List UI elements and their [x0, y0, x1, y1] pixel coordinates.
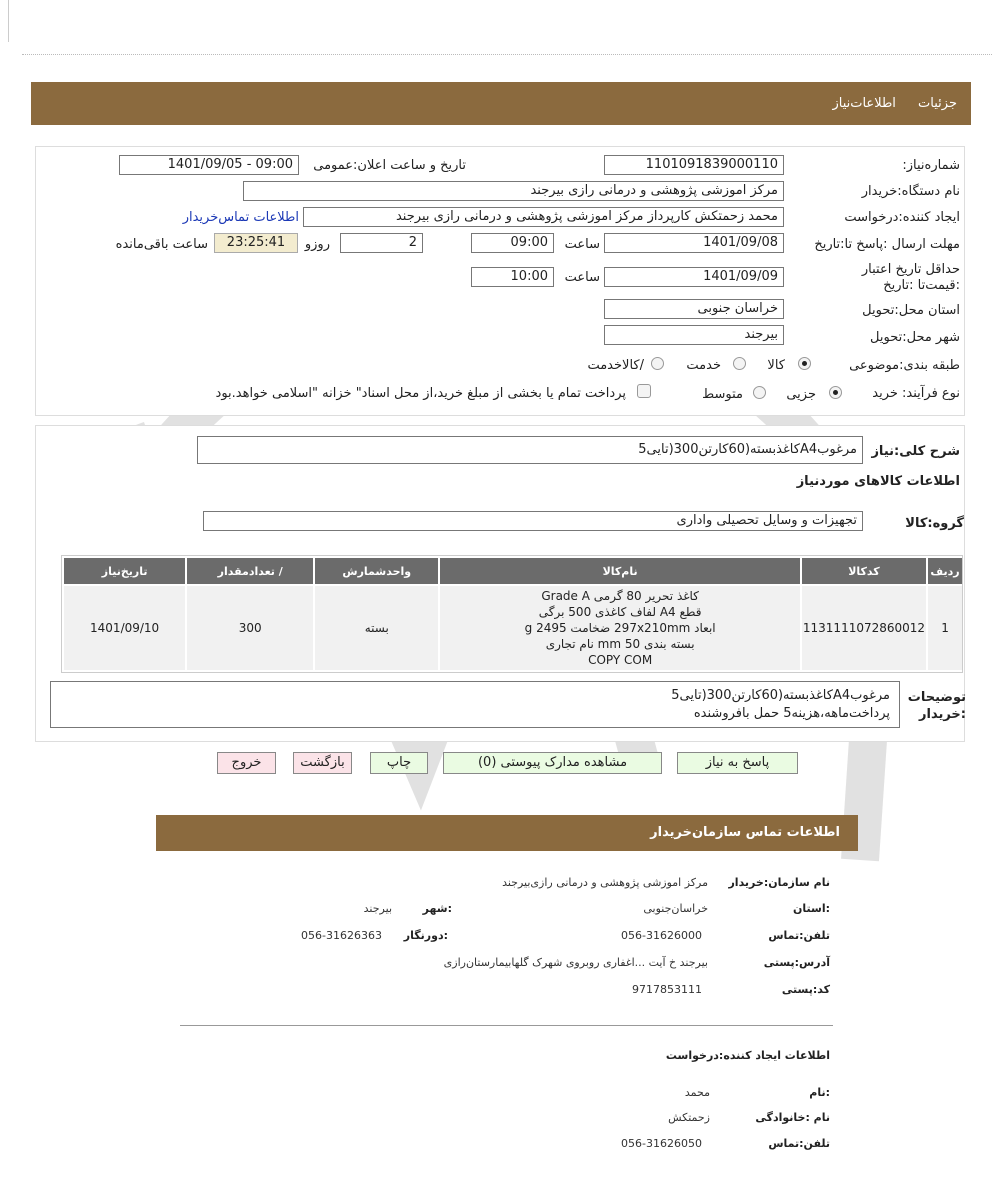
phone-label: تلفن:تماس	[768, 929, 830, 942]
address-value: بیرجند خ آیت ...اغفاری روبروی شهرک گلهابیمارستان‌رازی	[443, 956, 708, 969]
org-label: نام سازمان:خریدار	[728, 876, 830, 889]
col-need-date: تاریخ‌نیاز	[64, 558, 185, 584]
buyer-contact-link[interactable]: اطلاعات تماس‌خریدار	[182, 210, 299, 225]
name-value: محمد	[684, 1086, 710, 1099]
contact-title-bar	[156, 815, 858, 851]
cell-name	[440, 586, 800, 670]
deadline-hour-label: ساعت	[564, 237, 600, 252]
desc-field: مرغوبA4کاغذبسته(60کارتن300(تایی5	[197, 436, 863, 464]
cell-unit: بسته	[315, 586, 438, 670]
category-label: طبقه بندی:موضوعی	[849, 358, 960, 373]
cell-index: 1	[928, 586, 962, 670]
creator-label: ایجاد کننده:درخواست	[844, 210, 960, 225]
cell-qty: 300	[187, 586, 313, 670]
province-contact-label: :استان	[793, 902, 830, 915]
group-label: گروه:کالا	[905, 516, 964, 531]
announce-field: 1401/09/05 - 09:00	[119, 155, 299, 175]
validity-time-field: 10:00	[471, 267, 554, 287]
tab-details[interactable]: جزئیات	[918, 96, 957, 111]
table-row	[64, 586, 962, 670]
days-field: 2	[340, 233, 423, 253]
contact-title: اطلاعات تماس سازمان‌خریدار	[650, 825, 840, 840]
radio-goods[interactable]	[798, 357, 811, 370]
tab-need-info[interactable]: اطلاعات‌نیاز	[832, 96, 896, 111]
province-label: استان محل:تحویل	[862, 303, 960, 318]
validity-label: حداقل تاریخ اعتبار :قیمت‌تا :تاریخ	[861, 262, 960, 293]
col-row-index: ردیف	[928, 558, 962, 584]
remaining-timer: 23:25:41	[214, 233, 298, 253]
group-field: تجهیزات و وسایل تحصیلی واداری	[203, 511, 863, 531]
contact-divider	[180, 1025, 833, 1026]
family-label: نام :خانوادگی	[755, 1111, 830, 1124]
cell-name-line-2: قطع A4 لفاف کاغذی 500 برگی	[538, 605, 702, 619]
deadline-date-field: 1401/09/08	[604, 233, 784, 253]
phone-value: 056-31626000	[621, 929, 702, 942]
col-quantity: / تعدادمقدار	[187, 558, 313, 584]
req-phone-value: 056-31626050	[621, 1137, 702, 1150]
buyer-desc-label-1: توضیحات	[907, 690, 966, 705]
city-label: شهر محل:تحویل	[870, 330, 960, 345]
family-value: زحمتکش	[668, 1111, 710, 1124]
treasury-checkbox[interactable]	[637, 384, 651, 398]
details-tab-bar	[31, 82, 971, 125]
org-value: مرکز اموزشی پژوهشی و درمانی رازی‌بیرجند	[502, 876, 708, 889]
payment-note: پرداخت تمام یا بخشی از مبلغ خرید،از محل اسناد" خزانه "اسلامی خواهد.بود	[215, 386, 626, 401]
need-number-field: 1101091839000110	[604, 155, 784, 175]
col-item-name: نام‌کالا	[440, 558, 800, 584]
radio-minor[interactable]	[829, 386, 842, 399]
desc-label: شرح کلی:نیاز	[871, 444, 960, 459]
validity-hour-label: ساعت	[564, 270, 600, 285]
req-phone-label: تلفن:تماس	[768, 1137, 830, 1150]
print-button[interactable]: چاپ	[370, 752, 428, 774]
col-unit: واحدشمارش	[315, 558, 438, 584]
fax-value: 056-31626363	[301, 929, 382, 942]
days-label: روزو	[304, 237, 330, 252]
buyer-desc-label-2: :خریدار	[919, 707, 966, 722]
items-table-header	[64, 558, 962, 584]
requester-title: اطلاعات ایجاد کننده:درخواست	[665, 1049, 830, 1062]
validity-date-field: 1401/09/09	[604, 267, 784, 287]
reply-button[interactable]: پاسخ به نیاز	[677, 752, 798, 774]
name-label: :نام	[809, 1086, 830, 1099]
radio-goods-service-label: /کالاخدمت	[587, 358, 644, 373]
back-button[interactable]: بازگشت	[293, 752, 352, 774]
buyer-org-label: نام دستگاه:خریدار	[861, 184, 960, 199]
deadline-label: مهلت ارسال :پاسخ تا:تاریخ	[814, 237, 960, 252]
col-item-code: کدکالا	[802, 558, 926, 584]
radio-medium-label: متوسط	[702, 387, 743, 402]
items-table	[62, 556, 964, 672]
attachments-button[interactable]: مشاهده مدارک پیوستی (0)	[443, 752, 662, 774]
radio-goods-label: کالا	[767, 358, 785, 373]
radio-medium[interactable]	[753, 386, 766, 399]
left-edge-line	[8, 0, 9, 42]
remaining-label: ساعت باقی‌مانده	[115, 237, 208, 252]
radio-service-label: خدمت	[686, 358, 721, 373]
announce-label: تاریخ و ساعت اعلان:عمومی	[313, 158, 466, 173]
city-contact-label: :شهر	[422, 902, 452, 915]
postal-label: کد:پستی	[781, 983, 830, 996]
goods-info-title: اطلاعات کالاهای موردنیاز	[796, 474, 960, 489]
radio-minor-label: جزیی	[786, 387, 816, 402]
postal-value: 9717853111	[632, 983, 702, 996]
creator-field: محمد زحمتکش کارپرداز مرکز اموزشی پژوهشی و درمانی رازی بیرجند	[303, 207, 784, 227]
need-number-label: شماره‌نیاز:	[902, 158, 960, 173]
city-field: بیرجند	[604, 325, 784, 345]
deadline-time-field: 09:00	[471, 233, 554, 253]
radio-goods-service[interactable]	[651, 357, 664, 370]
cell-name-line-1: کاغذ تحریر 80 گرمی Grade A	[541, 589, 699, 603]
process-label: نوع فرآیند: خرید	[872, 386, 960, 401]
radio-service[interactable]	[733, 357, 746, 370]
province-contact-value: خراسان‌جنوبی	[643, 902, 708, 915]
cell-name-line-5: COPY COM	[588, 653, 653, 667]
cell-code: 1131111072860012	[802, 586, 926, 670]
cell-name-line-3: ابعاد 297x210mm ضخامت 2495 g	[524, 621, 716, 635]
top-dotted-divider	[22, 54, 992, 55]
buyer-desc-line-2: پرداخت‌ماهه،هزینه5 حمل بافروشنده	[693, 706, 890, 721]
province-field: خراسان جنوبی	[604, 299, 784, 319]
buyer-org-field: مرکز اموزشی پژوهشی و درمانی رازی بیرجند	[243, 181, 784, 201]
cell-date: 1401/09/10	[64, 586, 185, 670]
exit-button[interactable]: خروج	[217, 752, 276, 774]
address-label: آدرس:پستی	[763, 956, 830, 969]
buyer-desc-line-1: مرغوبA4کاغذبسته(60کارتن300(تایی5	[671, 688, 890, 703]
fax-label: :دورنگار	[403, 929, 448, 942]
city-contact-value: بیرجند	[363, 902, 392, 915]
cell-name-line-4: بسته بندی 50 mm نام تجاری	[545, 637, 695, 651]
